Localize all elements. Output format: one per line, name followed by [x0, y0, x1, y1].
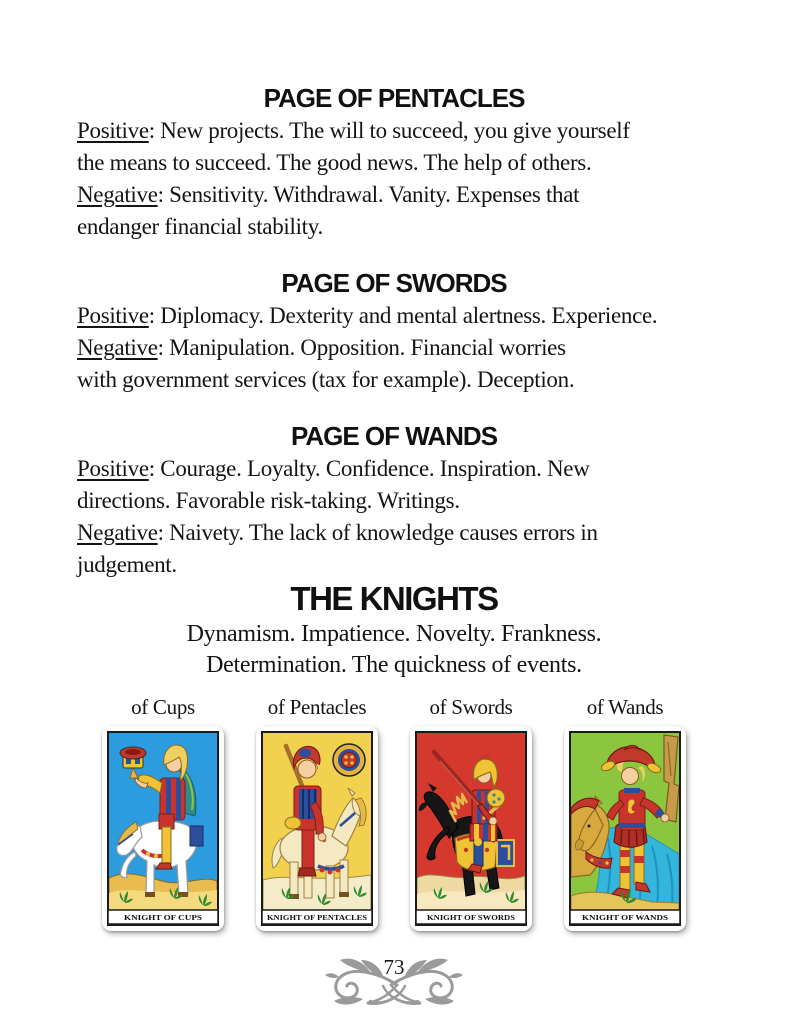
underlined-term: Positive: [77, 118, 149, 143]
text-line: [77, 115, 711, 147]
footer-flourish-ornament: [309, 951, 479, 1009]
card-knight-of-swords: [410, 726, 532, 931]
section-page-of-wands: [77, 422, 711, 581]
knight-of-swords-illustration: [410, 726, 532, 931]
text-line: [77, 332, 711, 364]
underlined-term: Negative: [77, 182, 158, 207]
knight-cards-row: [77, 695, 711, 931]
card-label: of Swords: [429, 695, 513, 719]
page-footer: [77, 951, 711, 1009]
section-body: [77, 115, 711, 243]
knights-description-line: Dynamism. Impatience. Novelty. Frankness.: [186, 621, 602, 647]
line-text: : Naivety. The lack of knowledge causes errors in: [157, 520, 598, 545]
line-text: the means to succeed. The good news. The help of others.: [77, 150, 592, 175]
line-text: endanger financial stability.: [77, 214, 323, 239]
knight-of-cups-illustration: [102, 726, 224, 931]
text-line: [77, 147, 711, 179]
knight-of-pentacles-illustration: [256, 726, 378, 931]
section-page-of-pentacles: [77, 84, 711, 243]
card-label: of Pentacles: [267, 695, 367, 719]
section-heading: PAGE OF SWORDS: [281, 268, 507, 298]
card-knight-of-pentacles: [256, 726, 378, 931]
underlined-term: Negative: [77, 335, 158, 360]
section-body: [77, 300, 711, 396]
text-line: [77, 300, 711, 332]
card-caption: KNIGHT OF SWORDS: [427, 913, 515, 922]
text-line: [77, 517, 711, 549]
text-line: [77, 453, 711, 485]
line-text: : Diplomacy. Dexterity and mental alertness. Experience.: [148, 303, 658, 328]
text-line: [77, 549, 711, 581]
card-label: of Wands: [586, 695, 664, 719]
line-text: : Sensitivity. Withdrawal. Vanity. Expenses that: [157, 182, 580, 207]
section-body: [77, 453, 711, 581]
tarot-card-knight-of-pentacles: [256, 695, 378, 931]
page-content: [77, 84, 711, 1009]
underlined-term: Negative: [77, 520, 158, 545]
line-text: : Courage. Loyalty. Confidence. Inspiration. New: [148, 456, 590, 481]
text-line: [77, 364, 711, 396]
card-caption: KNIGHT OF PENTACLES: [267, 913, 367, 922]
text-line: [77, 179, 711, 211]
line-text: judgement.: [77, 552, 177, 577]
card-caption: KNIGHT OF CUPS: [124, 913, 202, 922]
section-heading: PAGE OF WANDS: [290, 421, 498, 451]
line-text: : New projects. The will to succeed, you give yourself: [148, 118, 630, 143]
card-caption: KNIGHT OF WANDS: [582, 913, 668, 922]
knights-description-line: Determination. The quickness of events.: [206, 652, 582, 678]
line-text: with government services (tax for example). Deception.: [77, 367, 575, 392]
section-page-of-swords: [77, 269, 711, 396]
knights-heading: THE KNIGHTS: [290, 580, 498, 617]
knight-of-wands-illustration: [564, 726, 686, 931]
page-number: 73: [383, 955, 405, 979]
text-line: [77, 485, 711, 517]
line-text: directions. Favorable risk-taking. Writings.: [77, 488, 460, 513]
card-knight-of-cups: [102, 726, 224, 931]
card-knight-of-wands: [564, 726, 686, 931]
tarot-card-knight-of-swords: [410, 695, 532, 931]
knights-description: [77, 619, 711, 681]
underlined-term: Positive: [77, 456, 149, 481]
text-line: [77, 211, 711, 243]
section-heading: PAGE OF PENTACLES: [263, 83, 525, 113]
tarot-card-knight-of-cups: [102, 695, 224, 931]
underlined-term: Positive: [77, 303, 149, 328]
line-text: : Manipulation. Opposition. Financial worries: [157, 335, 566, 360]
card-label: of Cups: [131, 695, 195, 719]
tarot-card-knight-of-wands: [564, 695, 686, 931]
